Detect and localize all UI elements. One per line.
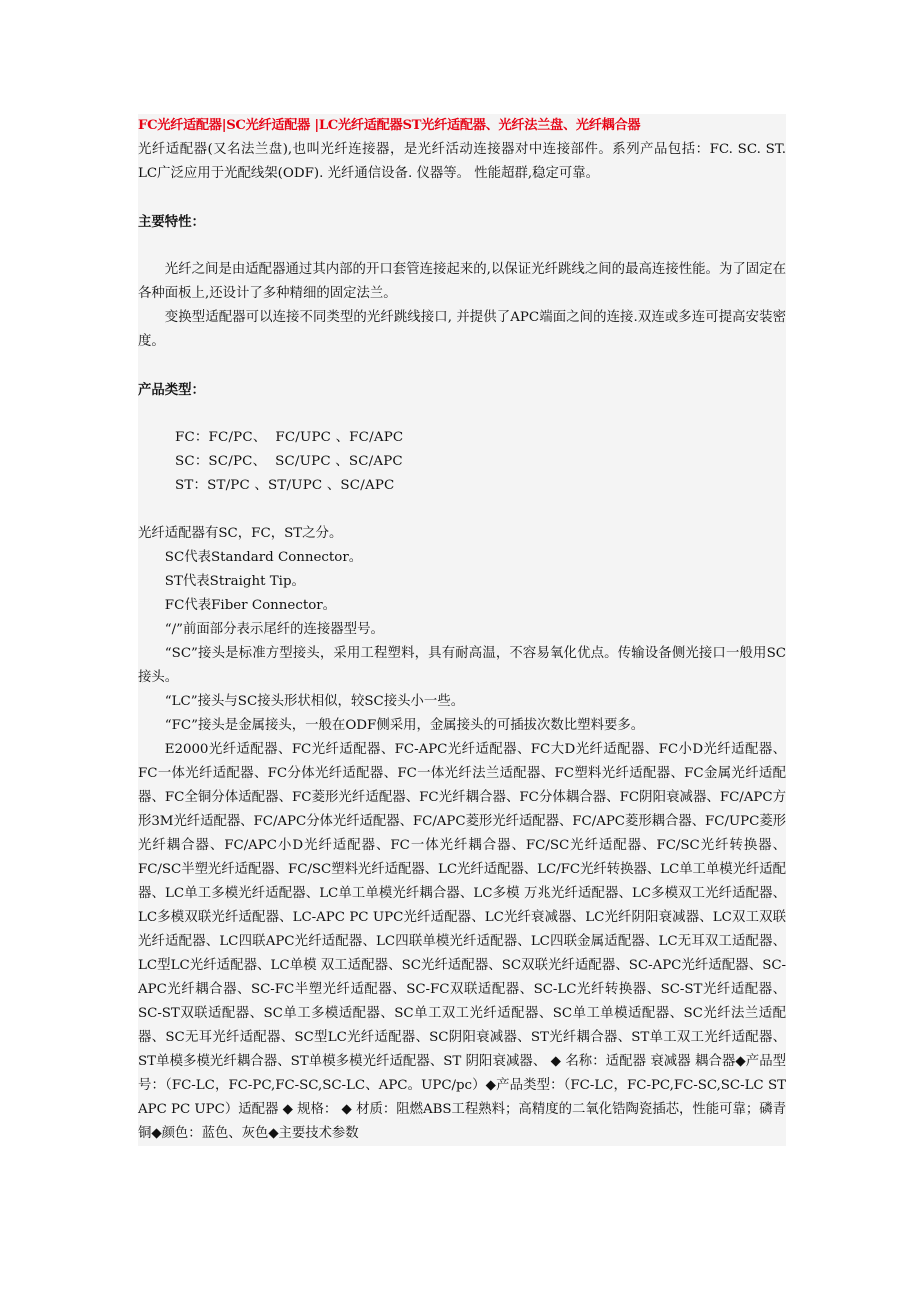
type-line-st: ST：ST/PC 、ST/UPC 、SC/APC [175, 478, 395, 493]
split-intro: 光纤适配器有SC，FC，ST之分。 [138, 526, 343, 541]
blank-line [138, 186, 786, 210]
fc-connector-note: “FC”接头是金属接头，一般在ODF侧采用，金属接头的可插拔次数比塑料要多。 [164, 718, 645, 733]
features-heading: 主要特性： [138, 214, 205, 230]
blank-line [138, 354, 786, 378]
lc-connector-note: “LC”接头与SC接头形状相似，较SC接头小一些。 [164, 694, 465, 709]
sc-connector-note: “SC”接头是标准方型接头，采用工程塑料，具有耐高温，不容易氧化优点。传输设备侧光接口一般用SC接头。 [138, 646, 786, 685]
document-body [138, 114, 786, 1146]
features-paragraph-1: 光纤之间是由适配器通过其内部的开口套管连接起来的,以保证光纤跳线之间的最高连接性能。为了固定在各种面板上,还设计了多种精细的固定法兰。 [138, 262, 786, 301]
intro-paragraph: 光纤适配器(又名法兰盘),也叫光纤连接器，是光纤活动连接器对中连接部件。系列产品包括：FC. SC. ST. LC广泛应用于光配线架(ODF). 光纤通信设备. 仪器等。 性能超群,稳定可靠。 [138, 142, 786, 181]
types-heading: 产品类型： [138, 382, 205, 398]
features-paragraph-2: 变换型适配器可以连接不同类型的光纤跳线接口, 并提供了APC端面之间的连接.双连或多连可提高安装密度。 [138, 310, 786, 349]
product-list-paragraph: E2000光纤适配器、FC光纤适配器、FC-APC光纤适配器、FC大D光纤适配器、FC小D光纤适配器、FC一体光纤适配器、FC分体光纤适配器、FC一体光纤法兰适配器、FC塑料光纤适配器、FC金属光纤适配器、FC全铜分体适配器、FC菱形光纤适配器、FC光纤耦合器、FC分体耦合器、FC阴阳衰减器、FC/APC方形3M光纤适配器、FC/APC分体光纤适配器、FC/APC菱形光纤适配器、FC/APC菱形耦合器、FC/UPC菱形光纤耦合器、FC/APC小D光纤适配器、FC一体光纤耦合器、FC/SC光纤适配器、FC/SC光纤转换器、FC/SC半塑光纤适配器、FC/SC塑料光纤适配器、LC光纤适配器、LC/FC光纤转换器、LC单工单模光纤适配器、LC单工多模光纤适配器、LC单工单模光纤耦合器、LC多模 万兆光纤适配器、LC多模双工光纤适配器、LC多模双联光纤适配器、LC-APC PC UPC光纤适配器、LC光纤衰减器、LC光纤阴阳衰减器、LC双工双联光纤适配器、LC四联APC光纤适配器、LC四联单模光纤适配器、LC四联金属适配器、LC无耳双工适配器、LC型LC光纤适配器、LC单模 双工适配器、SC光纤适配器、SC双联光纤适配器、SC-APC光纤适配器、SC-APC光纤耦合器、SC-FC半塑光纤适配器、SC-FC双联适配器、SC-LC光纤转换器、SC-ST光纤适配器、SC-ST双联适配器、SC单工多模适配器、SC单工双工光纤适配器、SC单工单模适配器、SC光纤法兰适配器、SC无耳光纤适配器、SC型LC光纤适配器、SC阴阳衰减器、ST光纤耦合器、ST单工双工光纤适配器、ST单模多模光纤耦合器、ST单模多模光纤适配器、ST 阴阳衰减器、 ◆ 名称：适配器 衰减器 耦合器◆产品型号：（FC-LC，FC-PC,FC-SC,SC-LC、APC。UPC/pc）◆产品类型：（FC-LC，FC-PC,FC-SC,SC-LC ST APC PC UPC）适配器 ◆ 规格： ◆ 材质：阻燃ABS工程熟料；高精度的二氧化锆陶瓷插芯，性能可靠；磷青铜◆颜色：蓝色、灰色◆主要技术参数 [138, 742, 786, 1141]
type-line-fc: FC：FC/PC、 FC/UPC 、FC/APC [175, 430, 404, 445]
st-definition: ST代表Straight Tip。 [164, 574, 305, 589]
sc-definition: SC代表Standard Connector。 [164, 550, 363, 565]
blank-line [138, 402, 786, 426]
blank-line [138, 234, 786, 258]
fc-definition: FC代表Fiber Connector。 [164, 598, 337, 613]
slash-note: “/”前面部分表示尾纤的连接器型号。 [164, 622, 384, 637]
blank-line [138, 498, 786, 522]
type-line-sc: SC：SC/PC、 SC/UPC 、SC/APC [175, 454, 403, 469]
document-title: FC光纤适配器|SC光纤适配器 |LC光纤适配器ST光纤适配器、光纤法兰盘、光纤耦合器 [138, 118, 641, 133]
